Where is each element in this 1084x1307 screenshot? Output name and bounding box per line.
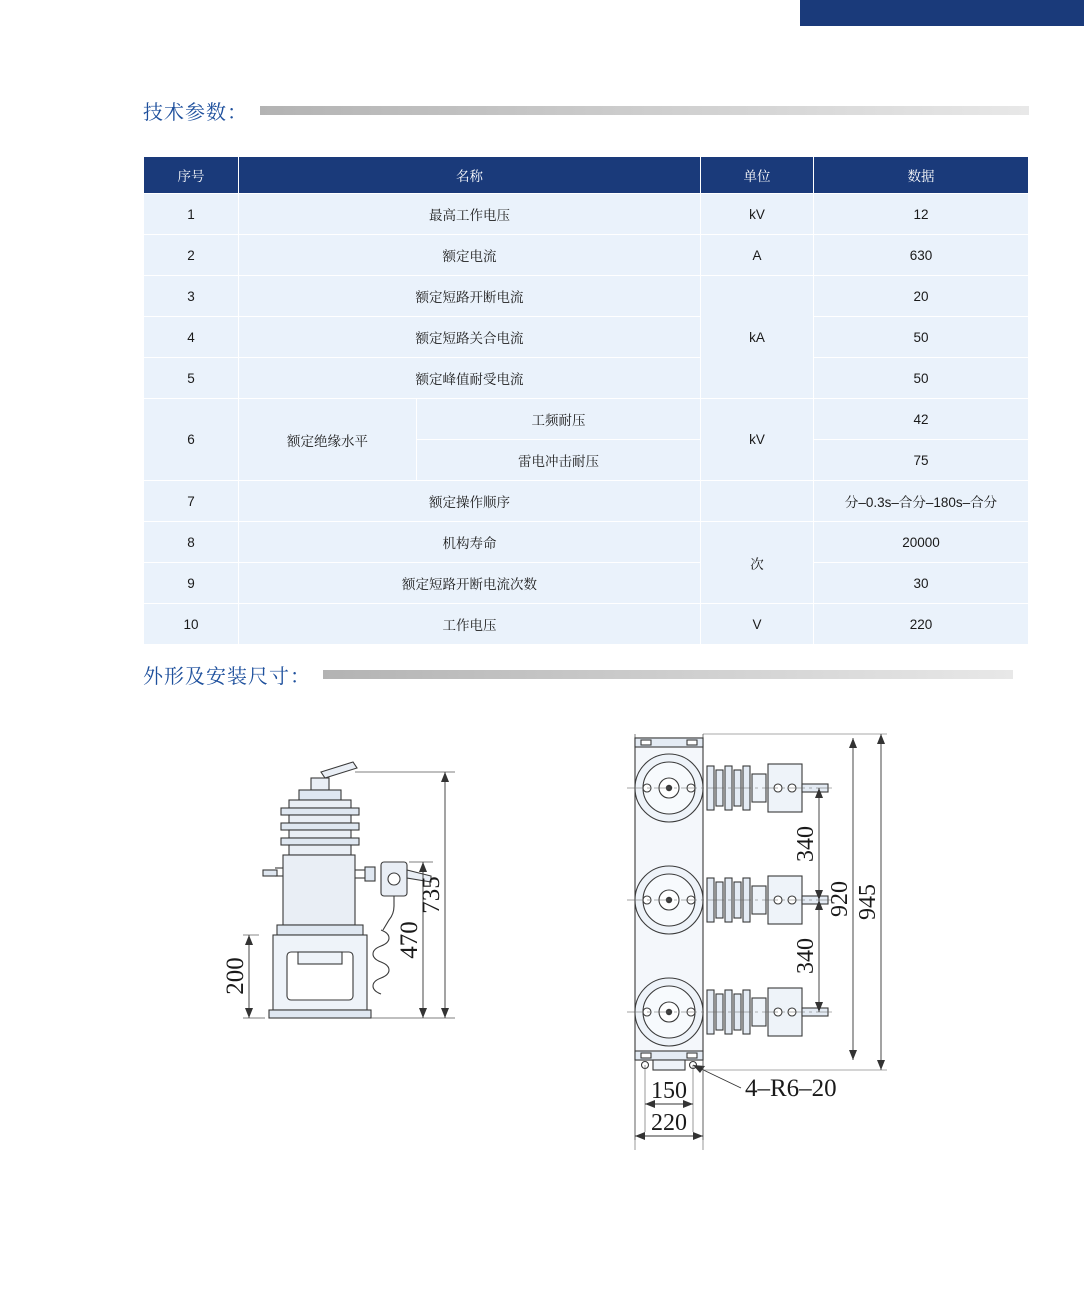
dim-920: 920 xyxy=(827,881,853,917)
front-elevation-drawing xyxy=(613,720,993,1170)
dim-470: 470 xyxy=(396,921,423,959)
cell-no: 9 xyxy=(144,563,239,604)
cell-name: 雷电冲击耐压 xyxy=(417,440,701,481)
column-header-unit: 单位 xyxy=(701,157,814,194)
cell-unit: kA xyxy=(701,276,814,399)
column-header-no: 序号 xyxy=(144,157,239,194)
table-row xyxy=(144,358,1029,399)
cell-name-group: 额定绝缘水平 xyxy=(239,399,417,481)
cell-data: 20 xyxy=(814,276,1029,317)
table-row xyxy=(144,194,1029,235)
cell-unit xyxy=(701,481,814,522)
dim-340-top: 340 xyxy=(793,826,819,862)
cell-no: 2 xyxy=(144,235,239,276)
table-row xyxy=(144,522,1029,563)
dim-150: 150 xyxy=(651,1078,687,1104)
cell-name: 额定短路关合电流 xyxy=(239,317,701,358)
cell-no: 8 xyxy=(144,522,239,563)
cell-name: 机构寿命 xyxy=(239,522,701,563)
cell-name: 工作电压 xyxy=(239,604,701,645)
cell-name: 最高工作电压 xyxy=(239,194,701,235)
cell-name: 额定短路开断电流 xyxy=(239,276,701,317)
dim-220: 220 xyxy=(651,1110,687,1136)
section-heading-parameters xyxy=(143,96,1029,125)
cell-name: 工频耐压 xyxy=(417,399,701,440)
cell-name: 额定操作顺序 xyxy=(239,481,701,522)
cell-data: 分–0.3s–合分–180s–合分 xyxy=(814,481,1029,522)
table-row xyxy=(144,399,1029,440)
cell-unit: 次 xyxy=(701,522,814,604)
table-row xyxy=(144,276,1029,317)
dim-735: 735 xyxy=(418,876,445,914)
cell-no: 6 xyxy=(144,399,239,481)
cell-no: 10 xyxy=(144,604,239,645)
section-divider-rule xyxy=(260,106,1029,115)
cell-no: 3 xyxy=(144,276,239,317)
dimension-drawings xyxy=(143,720,1029,1200)
cell-unit: V xyxy=(701,604,814,645)
column-header-data: 数据 xyxy=(814,157,1029,194)
cell-unit: A xyxy=(701,235,814,276)
cell-name: 额定电流 xyxy=(239,235,701,276)
dim-945: 945 xyxy=(855,884,881,920)
section-title-parameters: 技术参数： xyxy=(143,102,248,124)
cell-data: 30 xyxy=(814,563,1029,604)
side-elevation-drawing xyxy=(203,730,543,1060)
cell-data: 75 xyxy=(814,440,1029,481)
table-header-row xyxy=(144,157,1029,194)
cell-no: 4 xyxy=(144,317,239,358)
table-row xyxy=(144,604,1029,645)
cell-no: 1 xyxy=(144,194,239,235)
label-hole-callout: 4–R6–20 xyxy=(745,1075,837,1102)
section-divider-rule-2 xyxy=(323,670,1013,679)
cell-data: 42 xyxy=(814,399,1029,440)
cell-no: 7 xyxy=(144,481,239,522)
table-row xyxy=(144,317,1029,358)
dim-200: 200 xyxy=(222,957,249,995)
table-row xyxy=(144,481,1029,522)
cell-data: 220 xyxy=(814,604,1029,645)
cell-unit: kV xyxy=(701,399,814,481)
cell-data: 50 xyxy=(814,317,1029,358)
table-row xyxy=(144,235,1029,276)
column-header-name: 名称 xyxy=(239,157,701,194)
cell-data: 20000 xyxy=(814,522,1029,563)
table-row xyxy=(144,563,1029,604)
cell-data: 50 xyxy=(814,358,1029,399)
header-accent-bar xyxy=(800,0,1084,26)
cell-data: 12 xyxy=(814,194,1029,235)
cell-unit: kV xyxy=(701,194,814,235)
dim-340-bottom: 340 xyxy=(793,938,819,974)
cell-data: 630 xyxy=(814,235,1029,276)
section-title-dimensions: 外形及安装尺寸： xyxy=(143,666,311,688)
cell-no: 5 xyxy=(144,358,239,399)
technical-parameters-table xyxy=(143,156,1029,645)
cell-name: 额定短路开断电流次数 xyxy=(239,563,701,604)
cell-name: 额定峰值耐受电流 xyxy=(239,358,701,399)
section-heading-dimensions xyxy=(143,660,1029,689)
